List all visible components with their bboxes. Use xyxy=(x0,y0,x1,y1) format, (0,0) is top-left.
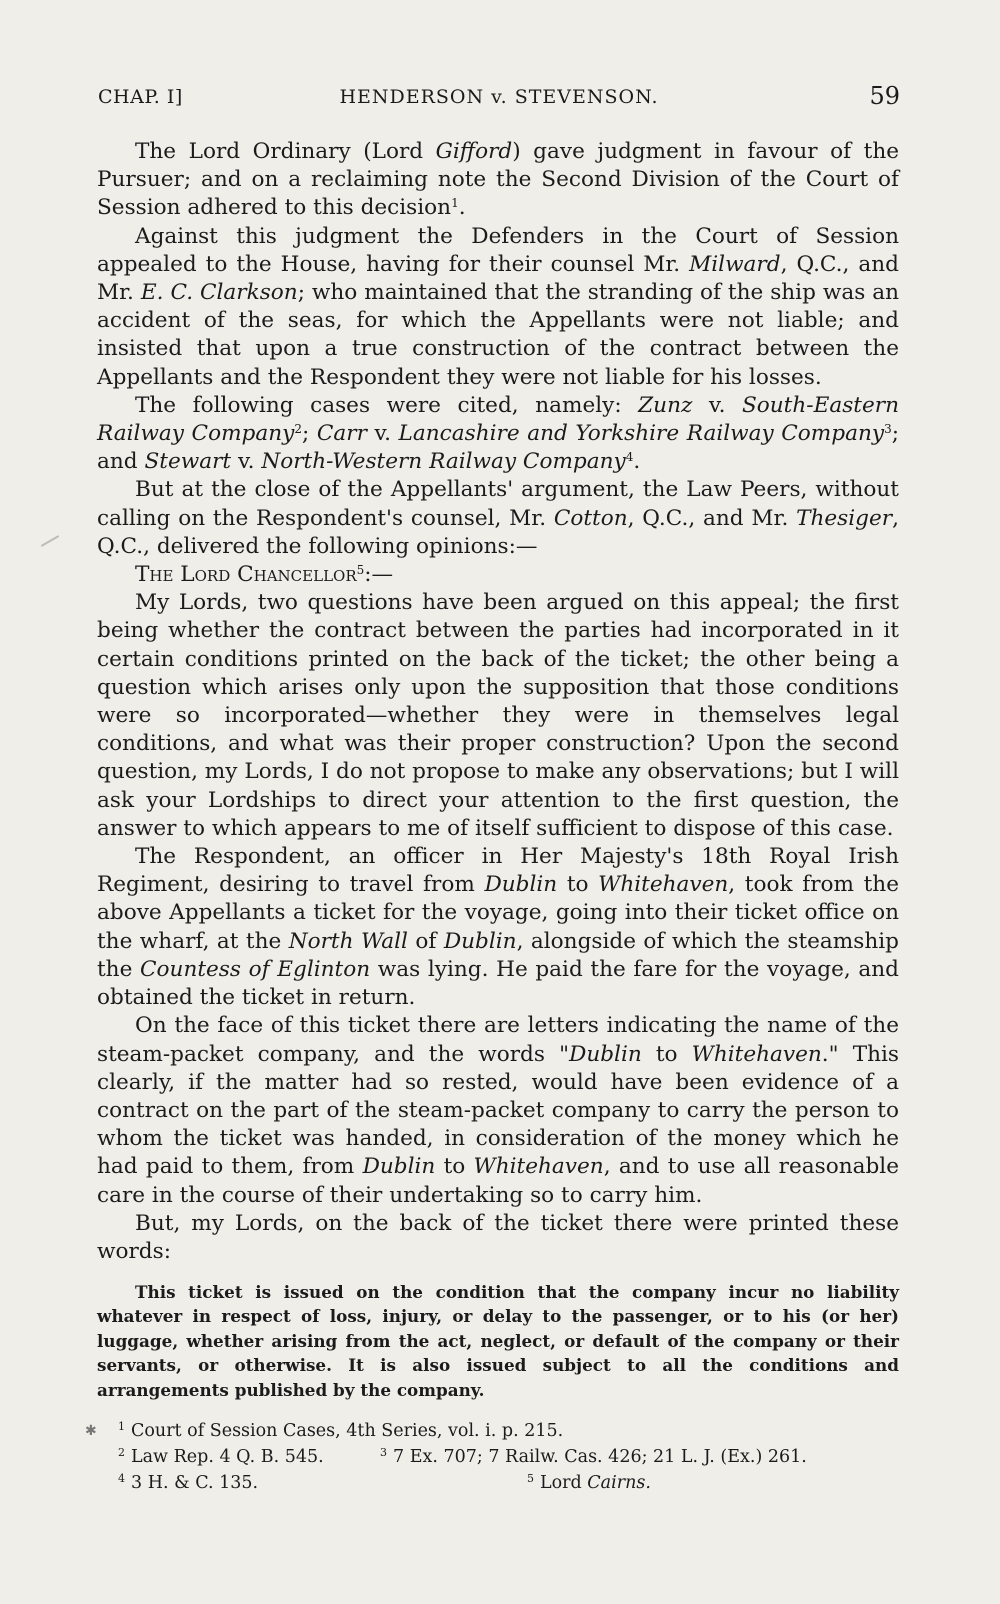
paragraph: The Lord Ordinary (Lord Gifford) gave judgment in favour of the Pursuer; and on a reclaiming note the Second Division of the Court of Session adhered to this decision$^1$. xyxy=(97,139,900,221)
paragraph: On the face of this ticket there are letters indicating the name of the steam-packet company, and the words "Dublin to Whitehaven." This clearly, if the matter had so rested, would have been evidence of a contract on the part of the steam-packet company to carry the person to whom the ticket was handed, in consideration of the money which he had paid to them, from Dublin to Whitehaven, and to use all reasonable care in the course of their undertaking so to carry him. xyxy=(97,1013,899,1208)
ink-mark-icon: ✱ xyxy=(85,1423,97,1439)
scan-mark xyxy=(41,535,59,547)
paragraph: The Respondent, an officer in Her Majesty's 18th Royal Irish Regiment, desiring to travel from Dublin to Whitehaven, took from the above Appellants a ticket for the voyage, going into their ticket office on the wharf, at the North Wall of Dublin, alongside of which the steamship the Countess of Eglinton was lying. He paid the fare for the voyage, and obtained the ticket in return. xyxy=(97,844,899,1011)
footnote: $^5$ Lord Cairns. xyxy=(527,1472,651,1493)
footnote: $^1$ Court of Session Cases, 4th Series, vol. i. p. 215. xyxy=(118,1420,564,1441)
running-title: HENDERSON v. STEVENSON. xyxy=(339,86,659,108)
paragraph: Against this judgment the Defenders in the Court of Session appealed to the House, having for their counsel Mr. Milward, Q.C., and Mr. E. C. Clarkson; who maintained that the stranding of the ship was an accident of the seas, for which the Appellants were not liable; and insisted that upon a true construction of the contract between the Appellants and the Respondent they were not liable for his losses. xyxy=(97,223,900,390)
running-header xyxy=(98,82,900,116)
body-text xyxy=(97,138,899,1266)
paragraph: My Lords, two questions have been argued on this appeal; the first being whether the contract between the parties had incorporated in it certain conditions printed on the back of the ticket; the other being a question which arises only upon the supposition that those conditions were so incorporated—whether they were in themselves legal conditions, and what was their proper construction? Upon the second question, my Lords, I do not propose to make any observations; but I will ask your Lordships to direct your attention to the first question, the answer to which appears to me of itself sufficient to dispose of this case. xyxy=(97,590,899,841)
chapter-label: CHAP. I] xyxy=(98,86,183,108)
page-number: 59 xyxy=(869,82,900,110)
paragraph: But at the close of the Appellants' argument, the Law Peers, without calling on the Respondent's counsel, Mr. Cotton, Q.C., and Mr. Thesiger, Q.C., delivered the following opinions:— xyxy=(97,477,899,559)
paragraph: But, my Lords, on the back of the ticket there were printed these words: xyxy=(97,1210,899,1264)
footnote: $^3$ 7 Ex. 707; 7 Railw. Cas. 426; 21 L. J. (Ex.) 261. xyxy=(380,1446,807,1467)
speaker-heading: The Lord Chancellor$^5$:— xyxy=(135,562,394,588)
ticket-conditions-quote: This ticket is issued on the condition that the company incur no liability whatever in respect of loss, injury, or delay to the passenger, or to his (or her) luggage, whether arising from the act, neglect, or default of the company or their servants, or otherwise. It is also issued subject to all the conditions and arrangements published by the company. xyxy=(97,1282,899,1400)
paragraph: The following cases were cited, namely: Zunz v. South-Eastern Railway Company$^2$; Carr v. Lancashire and Yorkshire Railway Company$^3$; and Stewart v. North-Western Railway Company$^4$. xyxy=(97,392,900,475)
footnote: $^4$ 3 H. & C. 135. xyxy=(118,1472,259,1493)
footnote: $^2$ Law Rep. 4 Q. B. 545. xyxy=(118,1446,324,1467)
footnotes xyxy=(85,1418,899,1496)
